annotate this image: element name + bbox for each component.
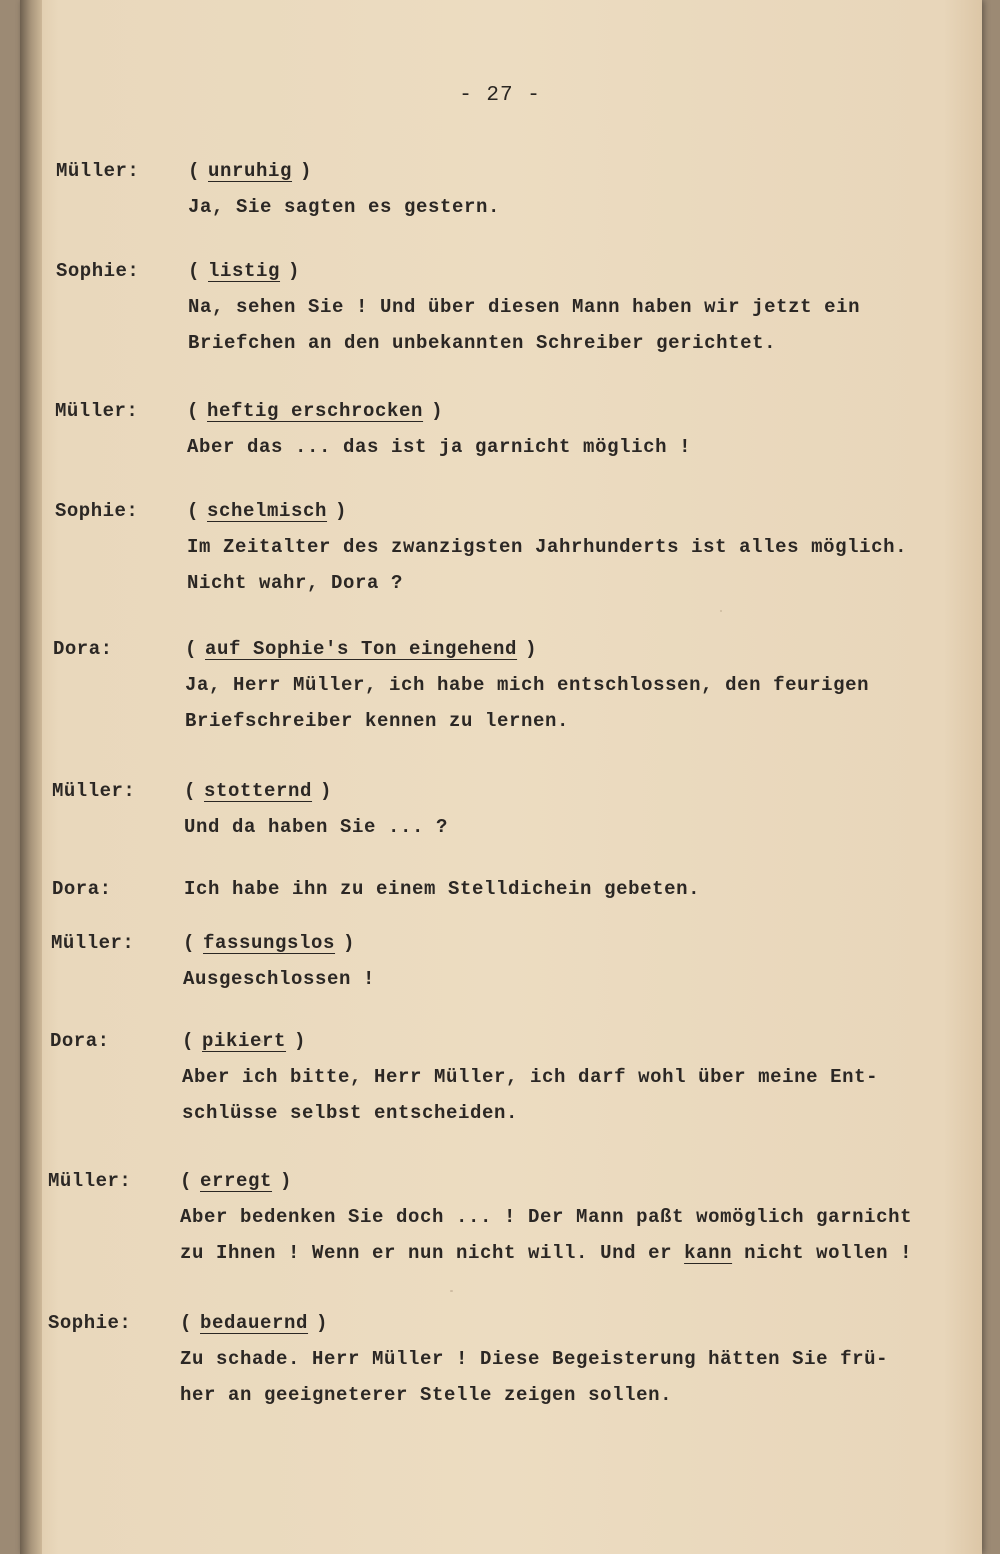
- dialogue-line: Ich habe ihn zu einem Stelldichein gebeten.: [184, 878, 701, 900]
- stage-direction: ( schelmisch ): [187, 500, 348, 522]
- speaker-name: Sophie:: [56, 260, 140, 282]
- speaker-name: Müller:: [56, 160, 140, 182]
- dialogue-line: Briefchen an den unbekannten Schreiber gerichtet.: [188, 332, 777, 354]
- dialogue-line: Ausgeschlossen !: [183, 968, 376, 990]
- dialogue-line: zu Ihnen ! Wenn er nun nicht will. Und er kann nicht wollen !: [180, 1242, 913, 1264]
- page-binding-edge: [20, 0, 42, 1554]
- speaker-name: Dora:: [50, 1030, 110, 1052]
- speaker-name: Müller:: [55, 400, 139, 422]
- dialogue-line: Na, sehen Sie ! Und über diesen Mann haben wir jetzt ein: [188, 296, 861, 318]
- dialogue-line: Aber ich bitte, Herr Müller, ich darf wohl über meine Ent-: [182, 1066, 879, 1088]
- dialogue-line: Aber das ... das ist ja garnicht möglich !: [187, 436, 692, 458]
- stage-direction: ( unruhig ): [188, 160, 313, 182]
- speaker-name: Dora:: [52, 878, 112, 900]
- speaker-name: Sophie:: [48, 1312, 132, 1334]
- stage-direction: ( pikiert ): [182, 1030, 307, 1052]
- page-number: - 27 -: [459, 84, 541, 107]
- dialogue-line: Im Zeitalter des zwanzigsten Jahrhunderts ist alles möglich.: [187, 536, 908, 558]
- dialogue-line: Nicht wahr, Dora ?: [187, 572, 404, 594]
- dialogue-line: Ja, Herr Müller, ich habe mich entschlossen, den feurigen: [185, 674, 870, 696]
- dialogue-line: schlüsse selbst entscheiden.: [182, 1102, 519, 1124]
- dialogue-line: Briefschreiber kennen zu lernen.: [185, 710, 570, 732]
- speaker-name: Müller:: [52, 780, 136, 802]
- stage-direction: ( stotternd ): [184, 780, 333, 802]
- emphasized-word: kann: [684, 1242, 733, 1264]
- dialogue-line: Aber bedenken Sie doch ... ! Der Mann paßt womöglich garnicht: [180, 1206, 913, 1228]
- stage-direction: ( heftig erschrocken ): [187, 400, 444, 422]
- speaker-name: Dora:: [53, 638, 113, 660]
- dialogue-line: Zu schade. Herr Müller ! Diese Begeisterung hätten Sie frü-: [180, 1348, 889, 1370]
- stage-direction: ( fassungslos ): [183, 932, 356, 954]
- stage-direction: ( auf Sophie's Ton eingehend ): [185, 638, 538, 660]
- dialogue-line: her an geeigneterer Stelle zeigen sollen.: [180, 1384, 673, 1406]
- dialogue-line: Und da haben Sie ... ?: [184, 816, 449, 838]
- speaker-name: Müller:: [48, 1170, 132, 1192]
- dialogue-line: Ja, Sie sagten es gestern.: [188, 196, 501, 218]
- stage-direction: ( erregt ): [180, 1170, 293, 1192]
- speaker-name: Sophie:: [55, 500, 139, 522]
- stage-direction: ( listig ): [188, 260, 301, 282]
- stage-direction: ( bedauernd ): [180, 1312, 329, 1334]
- speaker-name: Müller:: [51, 932, 135, 954]
